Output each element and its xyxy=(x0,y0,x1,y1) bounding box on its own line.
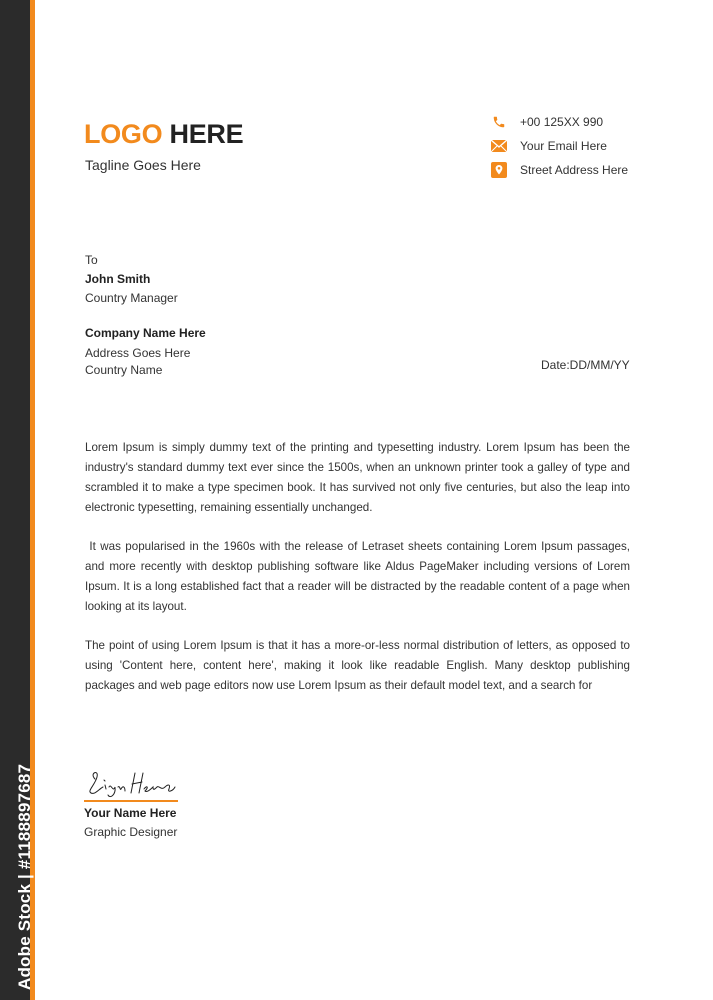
letter-body xyxy=(85,438,634,715)
signer-name: Your Name Here xyxy=(84,806,177,820)
address-text: Street Address Here xyxy=(520,163,629,177)
company-address: Address Goes Here xyxy=(85,346,191,360)
logo xyxy=(84,119,243,150)
recipient-name: John Smith xyxy=(85,272,151,286)
contact-address xyxy=(490,158,628,182)
phone-text: +00 125XX 990 xyxy=(520,115,604,129)
paragraph-1: Lorem Ipsum is simply dummy text of the printing and typesetting industry. Lorem Ipsum has been the industry's standard dummy text ever since the 1500s, when an unknown printer took a galley of type and scrambled it to make a type specimen book. It has survived not only five centuries, but also the leap into electronic typesetting, remaining essentially unchanged. xyxy=(85,441,630,514)
paragraph-3: The point of using Lorem Ipsum is that it has a more-or-less normal distribution of letters, as opposed to using 'Content here, content here', making it look like readable English. Many desktop publishing packages and web page editors now use Lorem Ipsum as their default model text, and a search for xyxy=(85,639,630,692)
company-name: Company Name Here xyxy=(85,326,206,340)
company-country: Country Name xyxy=(85,363,163,377)
date-field: Date:DD/MM/YY xyxy=(541,358,630,372)
signer-role: Graphic Designer xyxy=(84,825,178,839)
tagline: Tagline Goes Here xyxy=(85,157,201,173)
email-text: Your Email Here xyxy=(520,139,607,153)
recipient-block xyxy=(85,251,178,308)
contact-phone xyxy=(490,110,628,134)
signature-line xyxy=(84,800,178,802)
paragraph-2: It was popularised in the 1960s with the release of Letraset sheets containing Lorem Ipsum passages, and more recently with desktop publishing software like Aldus PageMaker including versions of Lorem Ipsum. It is a long established fact that a reader will be distracted by the readable content of a page when looking at its layout. xyxy=(85,540,634,613)
to-label: To xyxy=(85,253,98,267)
recipient-title: Country Manager xyxy=(85,291,178,305)
logo-rest: HERE xyxy=(169,119,244,149)
envelope-icon xyxy=(490,137,508,155)
logo-highlight: LOGO xyxy=(84,119,163,149)
phone-icon xyxy=(490,113,508,131)
contact-email xyxy=(490,134,628,158)
contact-block xyxy=(490,110,628,182)
signature-script xyxy=(85,765,177,801)
location-pin-icon xyxy=(490,161,508,179)
stock-id-watermark: Adobe Stock | #1188897687 xyxy=(15,763,34,990)
company-block xyxy=(85,325,206,379)
